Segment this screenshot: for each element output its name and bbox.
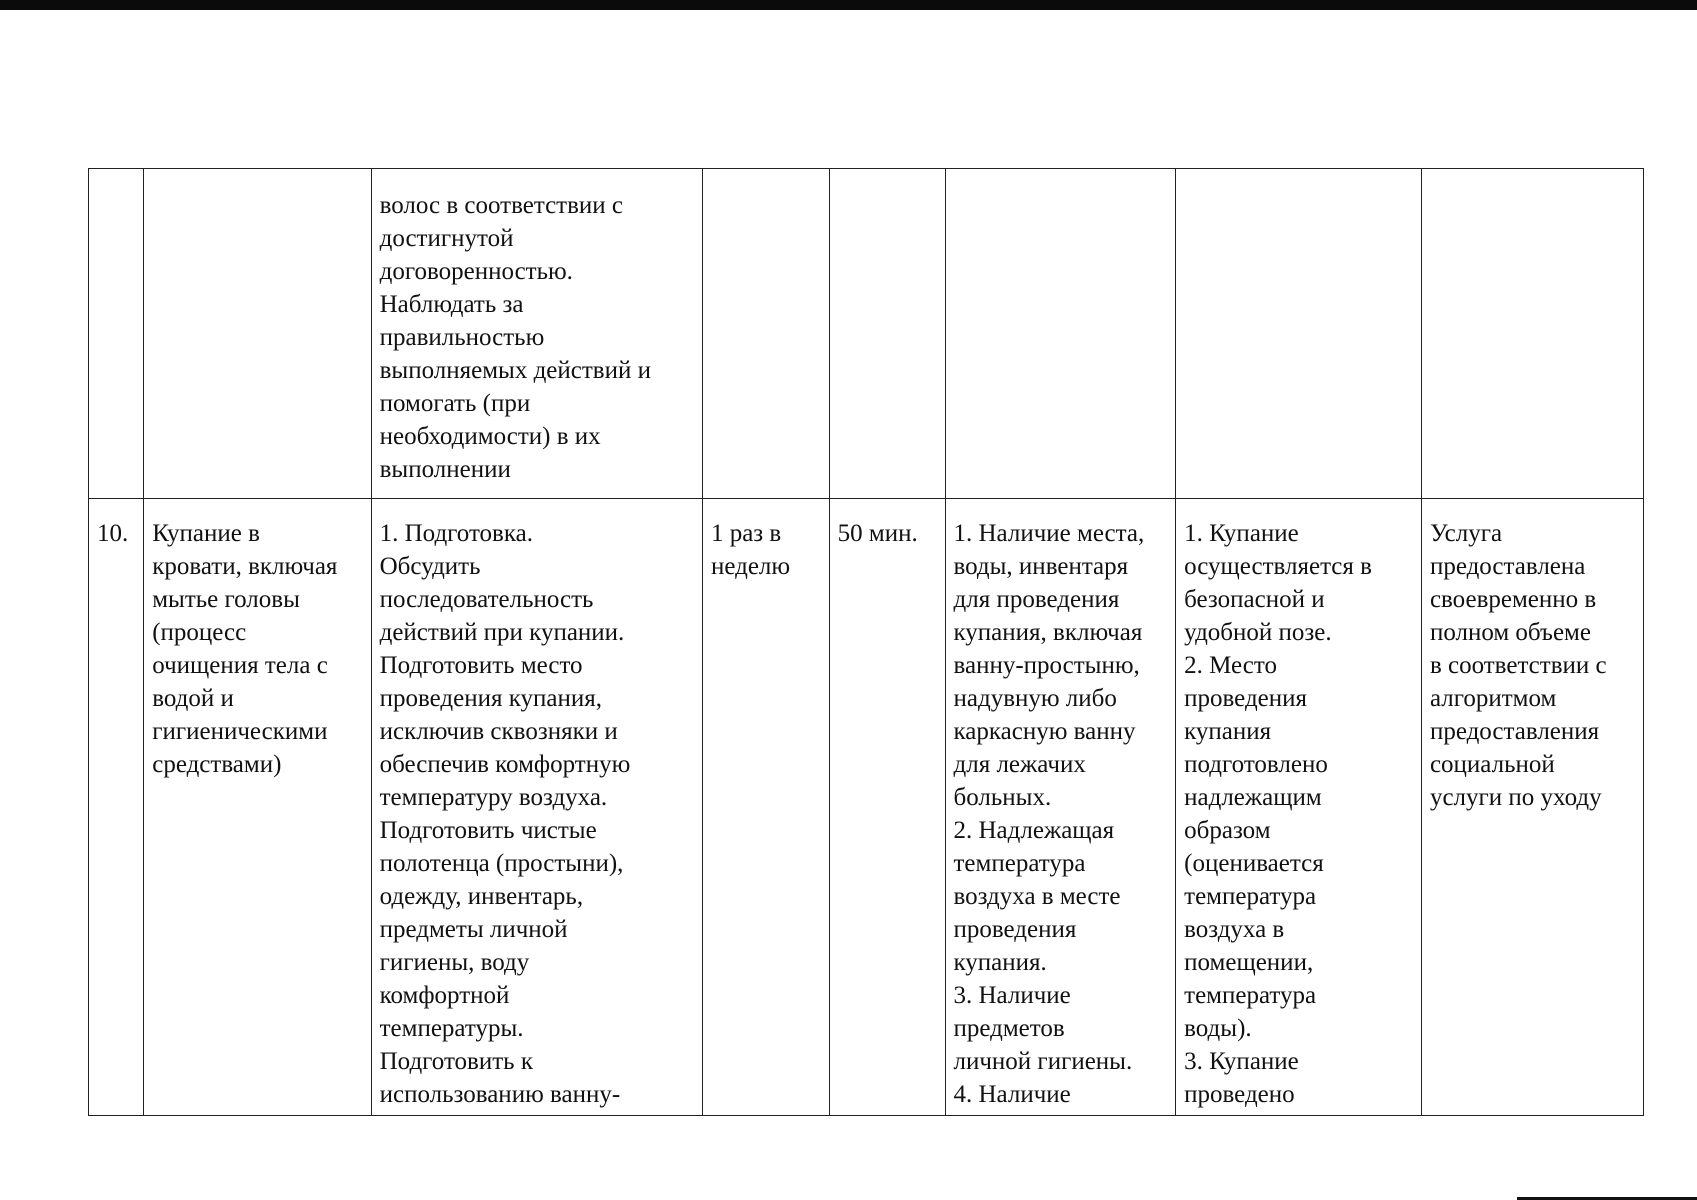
cell-duration	[829, 169, 945, 499]
cell-frequency: 1 раз в неделю	[702, 499, 829, 1116]
cell-number	[89, 169, 144, 499]
cell-service: Купание в кровати, включая мытье головы (процесс очищения тела с водой и гигиеническими средствами)	[144, 499, 371, 1116]
scan-edge-top	[0, 0, 1697, 10]
cell-service	[144, 169, 371, 499]
cell-quality	[1176, 169, 1422, 499]
table-row	[89, 169, 1644, 499]
cell-conditions: 1. Наличие места, воды, инвентаря для проведения купания, включая ванну-простыню, надувную либо каркасную ванну для лежачих больных. 2. Надлежащая температура воздуха в месте проведения купания. 3. Наличие предметов личной гигиены. 4. Наличие	[945, 499, 1176, 1116]
cell-conditions	[945, 169, 1176, 499]
cell-evaluation	[1421, 169, 1643, 499]
cell-evaluation: Услуга предоставлена своевременно в полном объеме в соответствии с алгоритмом предоставления социальной услуги по уходу	[1421, 499, 1643, 1116]
cell-number: 10.	[89, 499, 144, 1116]
table-row	[89, 499, 1644, 1116]
cell-duration: 50 мин.	[829, 499, 945, 1116]
scan-edge-bottom	[1517, 1186, 1697, 1200]
services-table	[88, 168, 1644, 1116]
cell-content: волос в соответствии с достигнутой договоренностью. Наблюдать за правильностью выполняемых действий и помогать (при необходимости) в их выполнении	[371, 169, 702, 499]
cell-frequency	[702, 169, 829, 499]
cell-content: 1. Подготовка. Обсудить последовательность действий при купании. Подготовить место проведения купания, исключив сквозняки и обеспечив комфортную температуру воздуха. Подготовить чистые полотенца (простыни), одежду, инвентарь, предметы личной гигиены, воду комфортной температуры. Подготовить к использованию ванну-	[371, 499, 702, 1116]
cell-quality: 1. Купание осуществляется в безопасной и удобной позе. 2. Место проведения купания подготовлено надлежащим образом (оценивается температура воздуха в помещении, температура воды). 3. Купание проведено	[1176, 499, 1422, 1116]
